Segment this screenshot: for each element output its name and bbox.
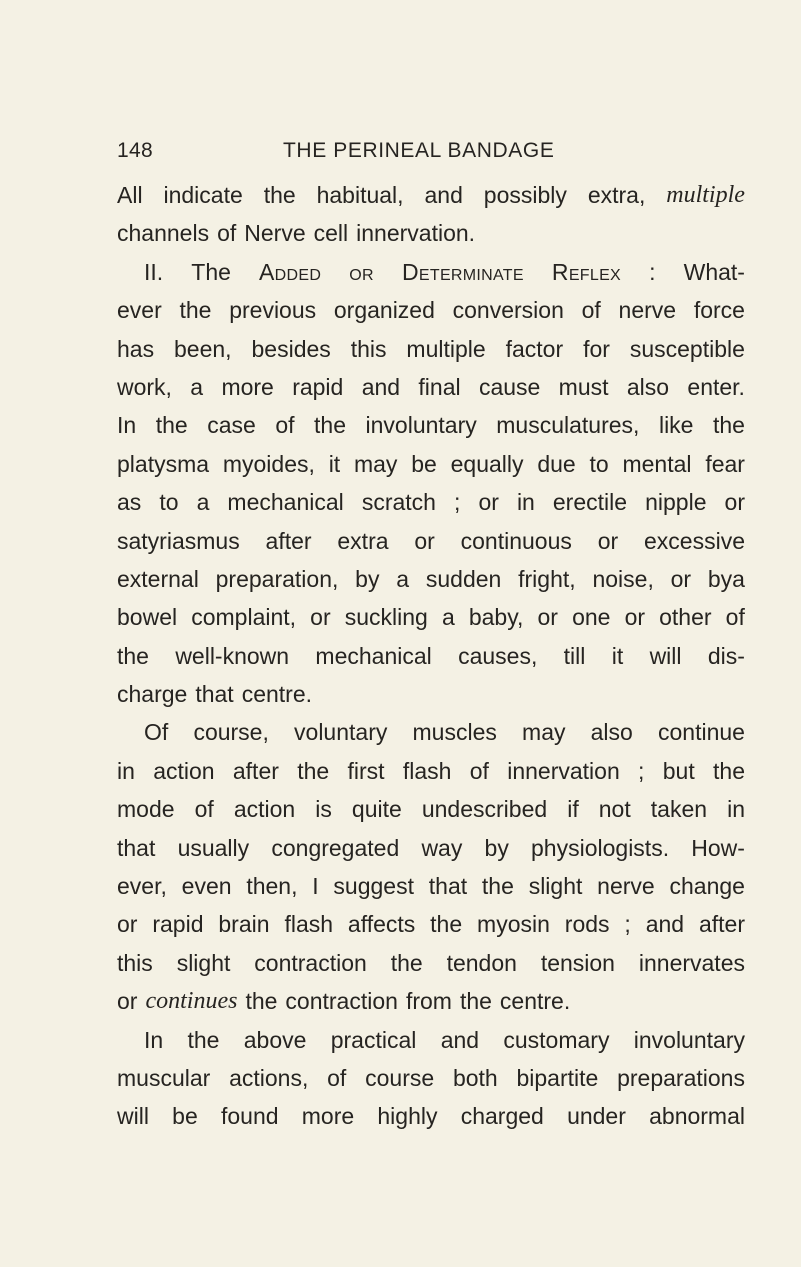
word: excessive: [644, 527, 745, 554]
word: or: [310, 604, 331, 631]
word: and: [361, 373, 401, 400]
word: the: [314, 412, 346, 439]
word: or: [537, 604, 558, 631]
word: bya: [707, 565, 745, 592]
word: rapid: [292, 373, 344, 400]
word: but: [662, 757, 695, 784]
word: or: [478, 489, 499, 516]
word: is: [315, 796, 332, 823]
word: to: [589, 450, 609, 477]
word: preparations: [617, 1064, 745, 1091]
text-line: [117, 406, 745, 444]
word: action: [233, 796, 296, 823]
word: organized: [333, 297, 435, 324]
text-line: [117, 560, 745, 598]
italic-word: continues: [145, 988, 238, 1015]
word: ever,: [117, 873, 167, 900]
text-line: [117, 522, 745, 560]
word: innervates: [638, 949, 745, 976]
word: till: [563, 642, 586, 669]
word: it: [328, 450, 341, 477]
text-line: [117, 867, 745, 905]
word: after: [265, 527, 312, 554]
word: after: [698, 911, 745, 938]
word: cause: [478, 373, 541, 400]
word: scratch: [361, 489, 436, 516]
word: multiple: [406, 335, 486, 362]
word: from: [405, 988, 452, 1015]
word: well-known: [175, 642, 290, 669]
word: one: [572, 604, 611, 631]
word: both: [452, 1064, 498, 1091]
word: mechanical: [227, 489, 344, 516]
word: found: [220, 1103, 279, 1130]
text-line: [117, 253, 745, 291]
text-line: [117, 944, 745, 982]
word: The: [191, 258, 231, 285]
word: practical: [330, 1026, 417, 1053]
word: slight: [528, 873, 583, 900]
word: nipple: [645, 489, 707, 516]
word: final: [418, 373, 461, 400]
word: it: [611, 642, 624, 669]
word: fright,: [518, 565, 576, 592]
word: this: [350, 335, 387, 362]
word: of: [581, 297, 601, 324]
word: I: [312, 873, 319, 900]
word: or: [724, 489, 745, 516]
text-line: [117, 982, 745, 1020]
word: undescribed: [421, 796, 548, 823]
text-line: [117, 330, 745, 368]
text-line: [117, 1059, 745, 1097]
word: continue: [658, 719, 745, 746]
word: after: [232, 757, 279, 784]
word: factor: [505, 335, 564, 362]
text-line: [117, 445, 745, 483]
word: force: [693, 297, 745, 324]
word: nerve: [597, 873, 655, 900]
word: rapid: [152, 911, 204, 938]
word: platysma: [117, 450, 210, 477]
small-caps-word: Determinate: [401, 258, 524, 285]
word: the: [155, 412, 188, 439]
word: the: [117, 642, 149, 669]
text-line: [117, 1021, 745, 1059]
word: equally: [450, 450, 524, 477]
word: flash: [284, 911, 334, 938]
word: tension: [540, 949, 615, 976]
word: brain: [218, 911, 270, 938]
word: by: [484, 834, 509, 861]
text-line: [117, 675, 745, 713]
word: and: [645, 911, 685, 938]
word: or: [670, 565, 692, 592]
word: bowel: [117, 604, 178, 631]
word: charge: [117, 681, 188, 708]
word: actions,: [229, 1064, 309, 1091]
word: will: [649, 642, 682, 669]
word: Nerve: [244, 220, 306, 247]
word: II.: [144, 258, 164, 285]
word: muscular: [117, 1064, 211, 1091]
word: indicate: [163, 182, 243, 208]
text-line: [117, 1097, 745, 1135]
word: for: [583, 335, 610, 362]
word: dis-: [707, 642, 745, 669]
word: ever: [117, 297, 162, 324]
word: contraction: [285, 988, 398, 1015]
word: under: [567, 1103, 626, 1130]
text-line: [117, 905, 745, 943]
word: a: [441, 604, 455, 631]
word: of: [469, 757, 489, 784]
word: continuous: [460, 527, 572, 554]
word: suggest: [333, 873, 414, 900]
word: course: [365, 1064, 435, 1091]
word: or: [624, 604, 646, 631]
word: extra: [337, 527, 389, 554]
text-line: [117, 829, 745, 867]
word: due: [537, 450, 576, 477]
word: slight: [176, 949, 231, 976]
word: congregated: [271, 834, 400, 861]
word: the: [712, 412, 745, 439]
word: also: [626, 373, 670, 400]
word: contraction: [254, 949, 367, 976]
text-line: [117, 790, 745, 828]
word: the: [297, 757, 330, 784]
word: course,: [193, 719, 269, 746]
word: work,: [117, 373, 172, 400]
word: the: [713, 757, 745, 784]
text-line: [117, 598, 745, 636]
word: the: [245, 988, 278, 1015]
word: fear: [705, 450, 745, 477]
word: a: [396, 565, 410, 592]
word: by: [355, 565, 380, 592]
word: may: [522, 719, 566, 746]
running-head: [117, 139, 757, 169]
word: mechanical: [315, 642, 432, 669]
word: How-: [691, 834, 745, 861]
word: the: [187, 1026, 220, 1053]
word: myosin: [477, 911, 550, 938]
word: the: [430, 911, 463, 938]
word: like: [658, 412, 694, 439]
small-caps-word: Added: [259, 258, 322, 285]
word: the: [481, 873, 514, 900]
word: not: [598, 796, 631, 823]
word: be: [411, 450, 437, 477]
word: the: [263, 182, 296, 208]
text-line: [117, 176, 745, 214]
word: Of: [144, 719, 169, 746]
word: bipartite: [516, 1064, 599, 1091]
text-line: [117, 483, 745, 521]
word: that: [117, 834, 156, 861]
word: centre.: [499, 988, 571, 1015]
word: that: [195, 681, 234, 708]
word: :: [649, 258, 656, 285]
word: innervation: [507, 757, 620, 784]
word: physiologists.: [531, 834, 670, 861]
word: enter.: [687, 373, 745, 400]
word: innervation.: [356, 220, 476, 247]
word: ;: [624, 911, 631, 938]
word: flash: [402, 757, 452, 784]
word: will: [117, 1103, 149, 1130]
word: in: [117, 757, 135, 784]
word: erectile: [552, 489, 628, 516]
word: cell: [313, 220, 349, 247]
word: then,: [246, 873, 298, 900]
word: causes,: [458, 642, 538, 669]
small-caps-word: Reflex: [551, 258, 622, 285]
word: or: [597, 527, 619, 554]
text-line: [117, 368, 745, 406]
word: way: [421, 834, 463, 861]
word: usually: [177, 834, 250, 861]
word: musculatures,: [496, 412, 640, 439]
word: a: [196, 489, 210, 516]
word: in: [516, 489, 535, 516]
word: even: [181, 873, 232, 900]
word: be: [172, 1103, 198, 1130]
word: baby,: [468, 604, 524, 631]
word: the: [390, 949, 423, 976]
word: conversion: [452, 297, 564, 324]
word: external: [117, 565, 199, 592]
word: customary: [503, 1026, 610, 1053]
word: voluntary: [294, 719, 388, 746]
word: if: [567, 796, 579, 823]
word: charged: [460, 1103, 544, 1130]
word: What-: [683, 258, 745, 285]
text-line: [117, 637, 745, 675]
word: mode: [117, 796, 175, 823]
word: suckling: [344, 604, 428, 631]
word: In: [117, 412, 137, 439]
word: besides: [251, 335, 331, 362]
word: more: [301, 1103, 355, 1130]
word: nerve: [618, 297, 677, 324]
word: of: [194, 796, 214, 823]
word: and: [424, 182, 463, 208]
word: preparation,: [215, 565, 339, 592]
text-line: [117, 752, 745, 790]
word: may: [353, 450, 398, 477]
word: satyriasmus: [117, 527, 240, 554]
word: of: [725, 604, 745, 631]
word: sudden: [425, 565, 502, 592]
word: habitual,: [316, 182, 404, 208]
word: complaint,: [191, 604, 297, 631]
word: rods: [564, 911, 610, 938]
word: must: [558, 373, 609, 400]
word: highly: [377, 1103, 438, 1130]
word: of: [327, 1064, 347, 1091]
word: of: [275, 412, 295, 439]
word: centre.: [241, 681, 313, 708]
word: affects: [347, 911, 416, 938]
word: All: [117, 182, 143, 208]
word: the: [459, 988, 492, 1015]
word: possibly: [483, 182, 567, 208]
word: to: [159, 489, 179, 516]
word: that: [428, 873, 468, 900]
word: case: [207, 412, 256, 439]
body-text: [117, 176, 745, 1136]
running-title: THE PERINEAL BANDAGE: [283, 139, 555, 162]
text-line: [117, 291, 745, 329]
word: muscles: [412, 719, 497, 746]
word: involuntary: [633, 1026, 745, 1053]
word: myoides,: [222, 450, 315, 477]
word: other: [659, 604, 712, 631]
word: noise,: [592, 565, 654, 592]
word: previous: [229, 297, 317, 324]
word: this: [117, 949, 153, 976]
word: involuntary: [365, 412, 477, 439]
small-caps-word: or: [349, 258, 374, 285]
word: or: [117, 911, 138, 938]
word: first: [347, 757, 385, 784]
word: been,: [174, 335, 232, 362]
word: taken: [650, 796, 708, 823]
word: channels: [117, 220, 210, 247]
word: has: [117, 335, 155, 362]
word: quite: [351, 796, 402, 823]
word: ;: [638, 757, 645, 784]
word: also: [590, 719, 633, 746]
word: action: [153, 757, 215, 784]
word: tendon: [446, 949, 517, 976]
word: in: [727, 796, 745, 823]
word: mental: [622, 450, 692, 477]
word: above: [243, 1026, 307, 1053]
word: a: [190, 373, 204, 400]
word: as: [117, 489, 142, 516]
page-number: 148: [117, 139, 153, 162]
word: In: [144, 1026, 164, 1053]
italic-word: multiple: [666, 182, 745, 208]
word: or: [414, 527, 435, 554]
text-line: [117, 713, 745, 751]
word: more: [221, 373, 274, 400]
word: extra,: [587, 182, 646, 208]
word: or: [117, 988, 138, 1015]
word: ;: [454, 489, 461, 516]
word: of: [217, 220, 237, 247]
word: change: [669, 873, 745, 900]
text-line: [117, 214, 745, 252]
word: and: [440, 1026, 480, 1053]
word: susceptible: [629, 335, 745, 362]
word: abnormal: [649, 1103, 745, 1130]
word: the: [179, 297, 212, 324]
